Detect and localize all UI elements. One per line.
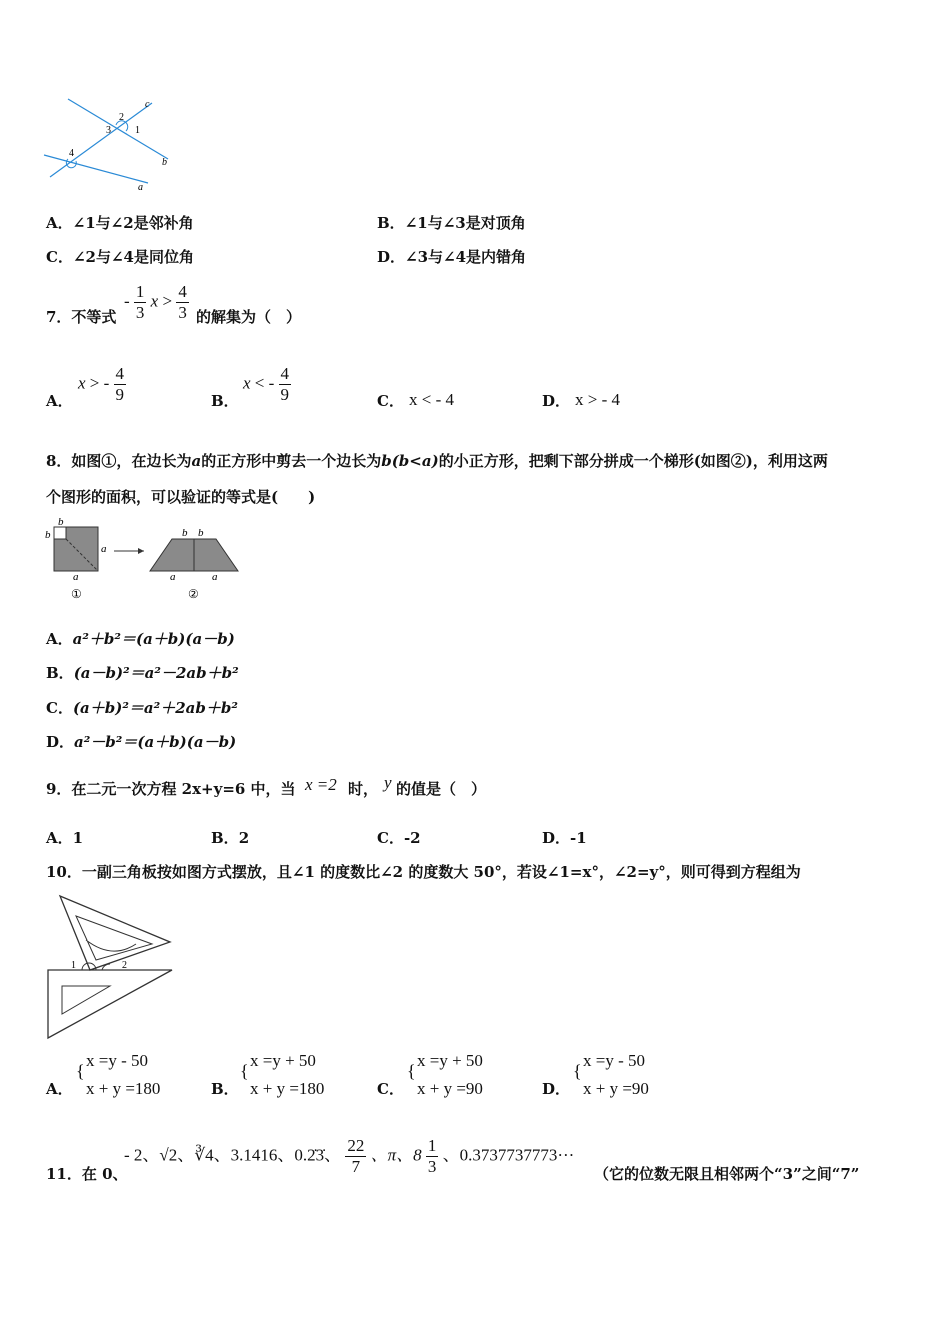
q7-option-c-key[interactable]: C．	[377, 392, 404, 410]
label-c: c	[145, 99, 150, 110]
q11-number-list: - 2、√2、∛4、3.1416、0.2̇3̇、 $\frac{22}{7}$ 、π、8 $\frac{1}{3}$ 、0.3737737773···	[124, 1136, 575, 1176]
q10-option-c[interactable]: { x =y + 50 x + y =90	[407, 1051, 483, 1098]
q11-suffix: （它的位数无限且相邻两个“3”之间“7”	[594, 1165, 860, 1183]
q9-option-d[interactable]: D．-1	[542, 829, 587, 847]
q8-stem-line2: 个图形的面积，可以验证的等式是( )	[46, 488, 316, 506]
label-4: 4	[69, 148, 74, 159]
caption-1: ①	[71, 587, 82, 601]
label-b-top: b	[58, 516, 64, 528]
angle-1-label: 1	[71, 960, 76, 971]
label-1: 1	[135, 125, 140, 136]
trap-b-2: b	[198, 527, 204, 539]
q10-option-b[interactable]: { x =y + 50 x + y =180	[240, 1051, 325, 1098]
q8-option-d[interactable]: D．a²－b²＝(a＋b)(a－b)	[46, 733, 237, 751]
q10-option-a-key[interactable]: A．	[46, 1080, 73, 1098]
q7-option-b-key[interactable]: B．	[211, 392, 239, 410]
q6-option-d[interactable]: D．∠3与∠4是内错角	[377, 248, 527, 266]
q7-prefix: 7．不等式	[46, 308, 117, 326]
q11-prefix: 11．在 0、	[46, 1165, 128, 1183]
q7-option-a[interactable]: x > - $\frac{4}{9}$	[78, 364, 125, 404]
q8-option-a[interactable]: A．a²＋b²＝(a＋b)(a－b)	[46, 630, 235, 648]
q6-option-a[interactable]: A．∠1与∠2是邻补角	[46, 214, 194, 232]
trap-a-1: a	[170, 571, 176, 583]
q6-angle-figure	[40, 95, 180, 195]
trap-a-2: a	[212, 571, 218, 583]
q10-stem: 10．一副三角板按如图方式摆放，且∠1 的度数比∠2 的度数大 50°，若设∠1=x°，∠2=y°，则可得到方程组为	[46, 863, 801, 881]
q9-option-c[interactable]: C．-2	[377, 829, 421, 847]
q8-figure	[40, 514, 245, 606]
q9-mid: 时，	[348, 780, 379, 798]
q8-option-b[interactable]: B．(a－b)²＝a²－2ab＋b²	[46, 664, 239, 682]
caption-2: ②	[188, 587, 199, 601]
label-3: 3	[106, 125, 111, 136]
q10-set-square-figure	[40, 890, 180, 1042]
q7-option-a-key[interactable]: A．	[46, 392, 73, 410]
label-a-right: a	[101, 543, 107, 555]
q10-option-d[interactable]: { x =y - 50 x + y =90	[573, 1051, 649, 1098]
q7-option-d[interactable]: x > - 4	[575, 390, 620, 409]
q9-option-a[interactable]: A．1	[46, 829, 84, 847]
label-b-left: b	[45, 529, 51, 541]
q9-option-b[interactable]: B．2	[211, 829, 250, 847]
q10-option-b-key[interactable]: B．	[211, 1080, 239, 1098]
q9-condition: x =2	[305, 775, 337, 794]
label-b: b	[162, 157, 167, 168]
label-2: 2	[119, 112, 124, 123]
q8-stem-line1: 8．如图①，在边长为a的正方形中剪去一个边长为b(b<a)的小正方形，把剩下部分拼成一个梯形(如图②)，利用这两	[46, 452, 828, 470]
label-a: a	[138, 182, 143, 193]
label-a-bottom: a	[73, 571, 79, 583]
q8-option-c[interactable]: C．(a＋b)²＝a²＋2ab＋b²	[46, 699, 238, 717]
q7-option-c[interactable]: x < - 4	[409, 390, 454, 409]
q9-y: y	[384, 773, 392, 792]
q9-prefix: 9．在二元一次方程 2x+y=6 中，当	[46, 780, 296, 798]
q7-suffix: 的解集为（ ）	[196, 308, 302, 326]
q7-inequality: - $\frac{1}{3}$ x > $\frac{4}{3}$	[124, 282, 187, 322]
q10-option-a[interactable]: { x =y - 50 x + y =180	[76, 1051, 161, 1098]
q7-option-b[interactable]: x < - $\frac{4}{9}$	[243, 364, 290, 404]
q9-suffix: 的值是（ ）	[396, 780, 487, 798]
q6-option-b[interactable]: B．∠1与∠3是对顶角	[377, 214, 526, 232]
angle-2-label: 2	[122, 960, 127, 971]
q6-option-c[interactable]: C．∠2与∠4是同位角	[46, 248, 194, 266]
q7-option-d-key[interactable]: D．	[542, 392, 571, 410]
q10-option-c-key[interactable]: C．	[377, 1080, 404, 1098]
q10-option-d-key[interactable]: D．	[542, 1080, 571, 1098]
trap-b-1: b	[182, 527, 188, 539]
